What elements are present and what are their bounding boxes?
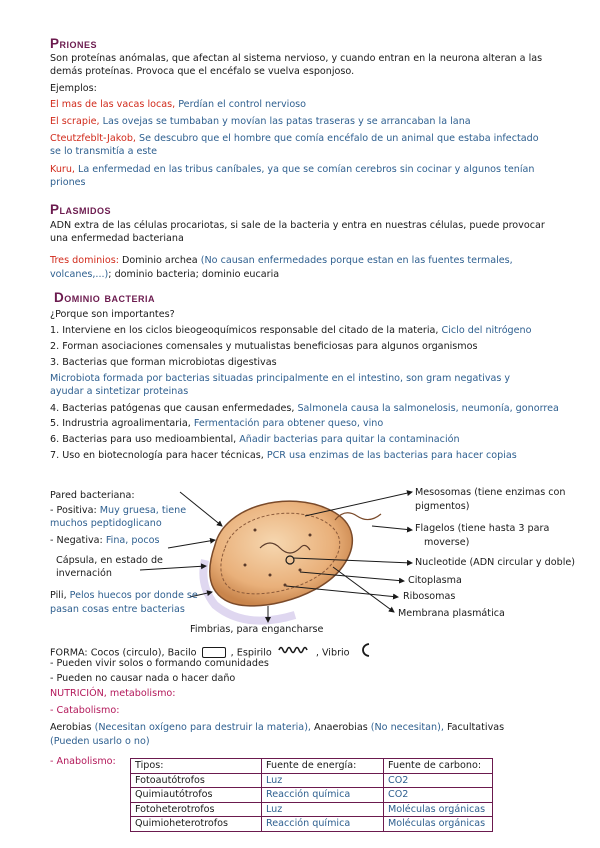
- plasmidos-line-2: una enfermedad bacteriana: [50, 233, 184, 244]
- pared-positiva-desc: Muy gruesa, tiene: [96, 505, 187, 516]
- dominio-archea: Dominio archea: [118, 255, 198, 266]
- forma-text-1: FORMA: Cocos (circulo), Bacilo: [50, 647, 197, 659]
- heading-priones: Priones: [50, 36, 98, 51]
- table-row: [131, 773, 493, 788]
- example-1-desc: Perdían el control nervioso: [175, 99, 307, 110]
- table-cell: Quimioheterotrofos: [131, 817, 262, 832]
- espirilo-shape-icon: [278, 645, 310, 660]
- table-row: [131, 817, 493, 832]
- table-cell: Moléculas orgánicas: [384, 817, 493, 832]
- anaerobias-term: Anaerobias: [310, 722, 368, 733]
- vibrio-shape-icon: [359, 642, 373, 663]
- nutricion-title: NUTRICIÓN, metabolismo:: [50, 688, 176, 699]
- pared-positiva: [50, 505, 186, 518]
- bacteria-item-4: [50, 403, 559, 416]
- ejemplos-label: Ejemplos:: [50, 83, 97, 94]
- facultativas-term: Facultativas: [443, 722, 505, 733]
- dominios-label: Tres dominios:: [50, 255, 119, 266]
- table-header: Fuente de carbono:: [384, 759, 493, 774]
- bacteria-item-7-note: PCR usa enzimas de las bacterias para hacer copias: [263, 450, 517, 461]
- example-1-term: El mas de las vacas locas,: [50, 99, 176, 110]
- example-3-term: Cteutzfeblt-Jakob,: [50, 133, 136, 144]
- priones-intro-1: Son proteínas anómalas, que afectan al sistema nervioso, y cuando entran en la neurona alteran a las: [50, 53, 543, 64]
- bacteria-item-1: [50, 325, 532, 338]
- table-header: Fuente de energía:: [262, 759, 384, 774]
- example-1: [50, 99, 306, 112]
- example-2-desc: Las ovejas se tumbaban y movían las patas traseras y se arrancaban la lana: [99, 116, 471, 127]
- example-4: [50, 164, 534, 177]
- bacteria-item-1-note: Ciclo del nitrógeno: [438, 325, 532, 336]
- capsula-label-2: invernación: [56, 568, 112, 579]
- capsula-label: Cápsula, en estado de: [56, 555, 163, 566]
- example-2-term: El scrapie,: [50, 116, 100, 127]
- table-cell: Reacción química: [262, 788, 384, 803]
- dominios-line-1: [50, 255, 513, 268]
- pili-desc: Pelos huecos por donde se: [66, 590, 198, 601]
- anaerobias-desc: (No necesitan),: [367, 722, 444, 733]
- bacteria-question: ¿Porque son importantes?: [50, 309, 175, 320]
- fimbrias-label: Fimbrias, para engancharse: [190, 624, 324, 635]
- example-3-desc: Se descubro que el hombre que comía encéfalo de un animal que estaba infectado: [135, 133, 539, 144]
- table-cell: Fotoautótrofos: [131, 773, 262, 788]
- dominio-archea-note: (No causan enfermedades porque estan en las fuentes termales,: [197, 255, 513, 266]
- bacilo-shape-icon: [202, 647, 226, 658]
- mesosomas-label: Mesosomas (tiene enzimas con: [415, 487, 566, 498]
- heading-dominio-bacteria: Dominio bacteria: [54, 290, 155, 305]
- bacteria-item-1-text: 1. Interviene en los ciclos bieogeoquímicos responsable del citado de la materia,: [50, 325, 439, 336]
- pared-positiva-desc-2: muchos peptidoglicano: [50, 518, 162, 529]
- bacteria-item-6: [50, 434, 460, 447]
- pili-desc-2: pasan cosas entre bacterias: [50, 604, 185, 615]
- nucleotide-label: Nucleotide (ADN circular y doble): [415, 557, 576, 568]
- pared-negativa-desc: Fina, pocos: [102, 535, 160, 546]
- facultativas-desc: (Pueden usarlo o no): [50, 736, 150, 747]
- table-cell: Moléculas orgánicas: [384, 802, 493, 817]
- catabolismo-line: [50, 722, 504, 735]
- bacteria-item-7: [50, 450, 517, 463]
- pared-label: Pared bacteriana:: [50, 490, 135, 501]
- ribosomas-label: Ribosomas: [403, 591, 456, 602]
- pared-negativa: [50, 535, 159, 548]
- dominios-rest: ; dominio bacteria; dominio eucaria: [108, 269, 280, 280]
- bacteria-item-6-text: 6. Bacterias para uso medioambiental,: [50, 434, 237, 445]
- table-cell: CO2: [384, 773, 493, 788]
- table-row: [131, 788, 493, 803]
- dominio-archea-note-2: volcanes,...): [50, 269, 109, 280]
- flagelos-label: Flagelos (tiene hasta 3 para: [415, 523, 550, 534]
- bacteria-item-2: 2. Forman asociaciones comensales y mutualistas beneficiosas para algunos organismos: [50, 341, 478, 352]
- bacteria-item-5: [50, 418, 383, 431]
- table-cell: Luz: [262, 802, 384, 817]
- table-header-row: [131, 759, 493, 774]
- membrana-label: Membrana plasmática: [398, 608, 505, 619]
- bacteria-item-5-note: Fermentación para obtener queso, vino: [190, 418, 384, 429]
- table-cell: Luz: [262, 773, 384, 788]
- example-3: [50, 133, 539, 146]
- pili-label: [50, 590, 198, 603]
- plasmidos-line-1: ADN extra de las células procariotas, si sale de la bacteria y entra en nuestras células, puede provocar: [50, 220, 545, 231]
- nutrition-types-table: [130, 758, 493, 832]
- table-cell: Fotoheterotrofos: [131, 802, 262, 817]
- dominios-line-2: [50, 269, 279, 282]
- bacteria-item-6-note: Añadir bacterias para quitar la contaminación: [236, 434, 460, 445]
- bacteria-item-5-text: 5. Indrustria agroalimentaria,: [50, 418, 191, 429]
- heading-plasmidos: Plasmidos: [50, 202, 112, 217]
- table-header: Tipos:: [131, 759, 262, 774]
- bacteria-item-4-note: Salmonela causa la salmonelosis, neumonía, gonorrea: [294, 403, 559, 414]
- forma-text-3: , Vibrio: [315, 647, 350, 659]
- bacteria-item-3-note-2: ayudar a sintetizar proteinas: [50, 386, 189, 397]
- pared-positiva-label: - Positiva:: [50, 505, 97, 516]
- example-4-desc-2: priones: [50, 177, 86, 188]
- flagelos-label-2: moverse): [424, 537, 470, 548]
- forma-text-2: , Espirilo: [230, 647, 272, 659]
- bacteria-item-3-note: Microbiota formada por bacterias situadas principalmente en el intestino, son gram negativas y: [50, 373, 511, 384]
- table-cell: CO2: [384, 788, 493, 803]
- table-cell: Quimiautótrofos: [131, 788, 262, 803]
- pared-negativa-label: - Negativa:: [50, 535, 103, 546]
- citoplasma-label: Citoplasma: [408, 575, 462, 586]
- catabolismo-label: - Catabolismo:: [50, 705, 120, 716]
- bacteria-item-7-text: 7. Uso en biotecnología para hacer técnicas,: [50, 450, 264, 461]
- mesosomas-label-2: pigmentos): [415, 501, 470, 512]
- pili-term: Pili,: [50, 590, 67, 601]
- forma-line-3: - Pueden no causar nada o hacer daño: [50, 673, 236, 684]
- example-3-desc-2: se lo transmitía a este: [50, 146, 158, 157]
- table-row: [131, 802, 493, 817]
- bacteria-item-4-text: 4. Bacterias patógenas que causan enfermedades,: [50, 403, 295, 414]
- table-cell: Reacción química: [262, 817, 384, 832]
- aerobias-term: Aerobias: [50, 722, 92, 733]
- aerobias-desc: (Necesitan oxígeno para destruir la materia),: [91, 722, 311, 733]
- example-4-term: Kuru,: [50, 164, 75, 175]
- forma-line-2: - Pueden vivir solos o formando comunidades: [50, 658, 269, 669]
- anabolismo-label: - Anabolismo:: [50, 756, 116, 767]
- example-4-desc: La enfermedad en las tribus caníbales, ya que se comían cerebros sin cocinar y algunos tenían: [74, 164, 535, 175]
- priones-intro-2: demás proteínas. Provoca que el encéfalo se vuelva esponjoso.: [50, 66, 355, 77]
- example-2: [50, 116, 471, 129]
- bacteria-item-3: 3. Bacterias que forman microbiotas digestivas: [50, 357, 277, 368]
